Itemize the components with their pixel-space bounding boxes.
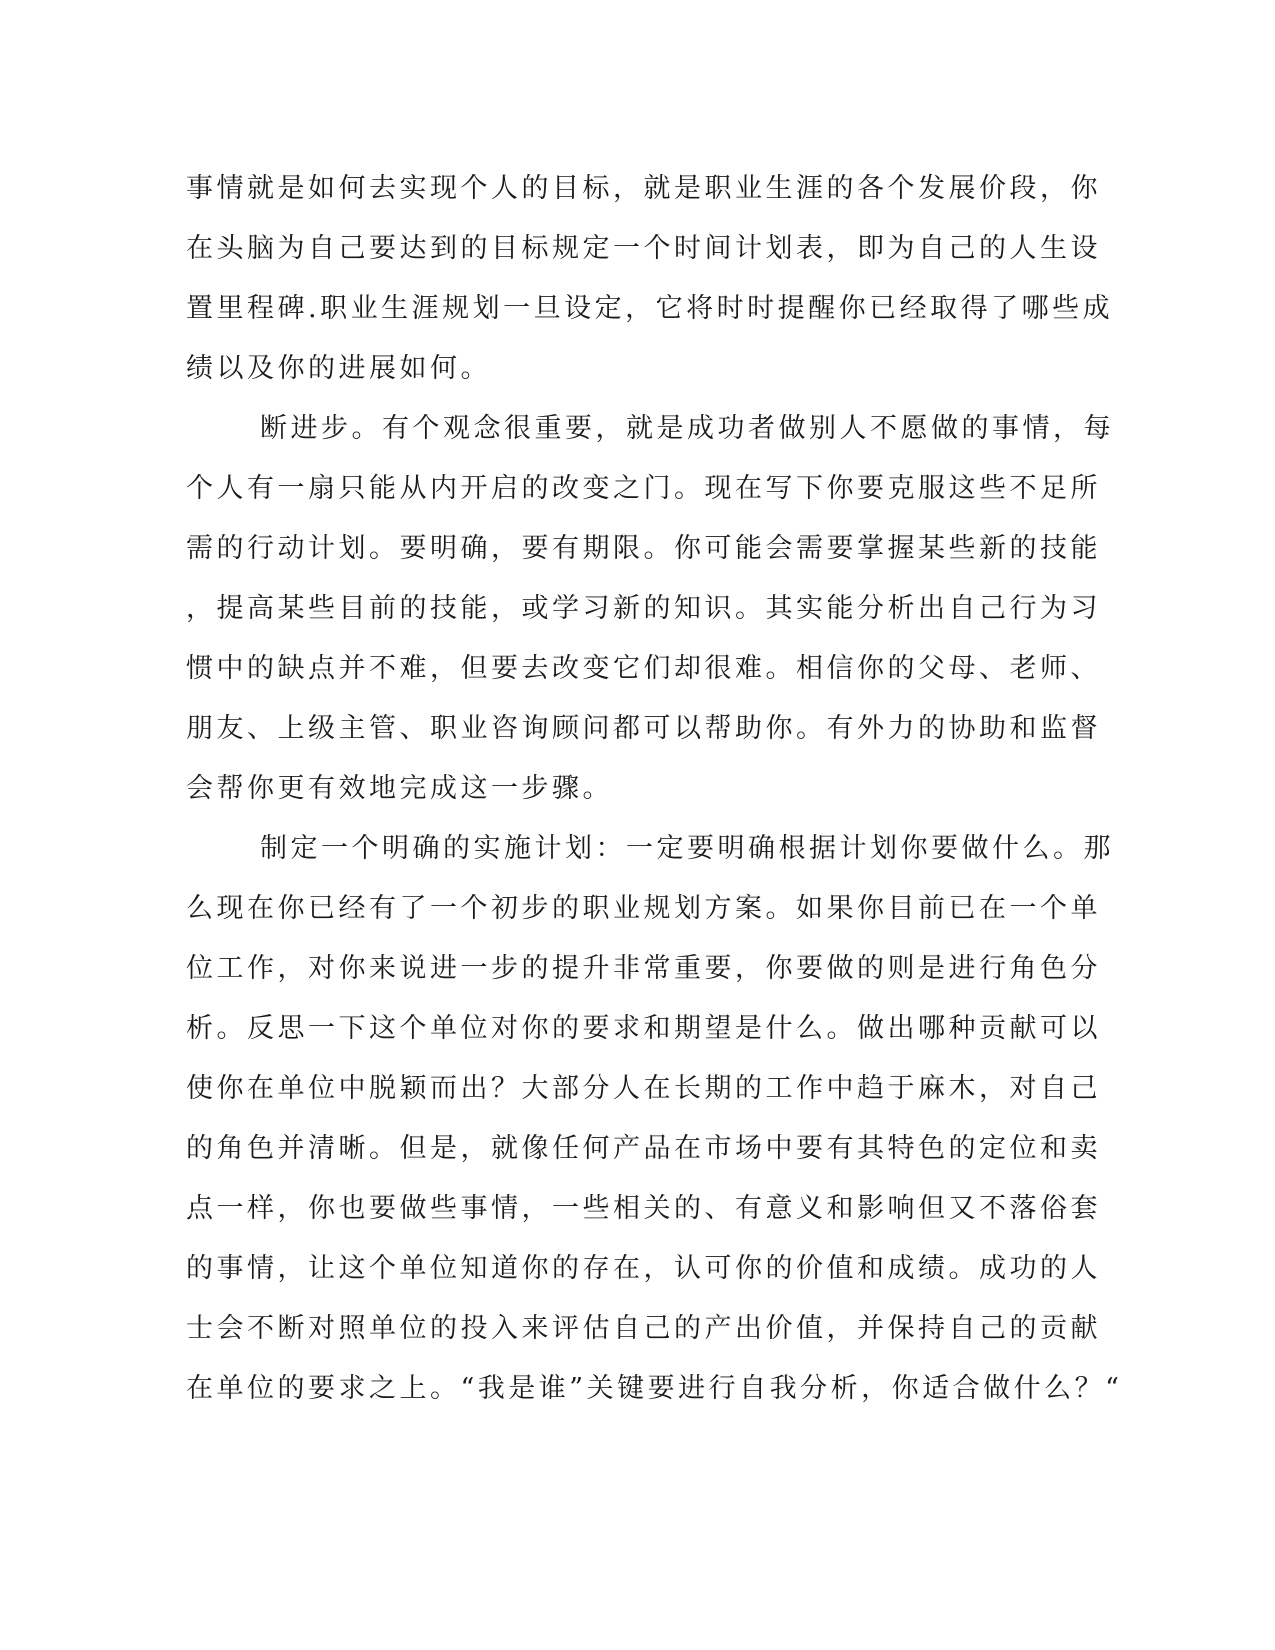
text-line: 惯中的缺点并不难，但要去改变它们却很难。相信你的父母、老师、 [186, 653, 1101, 684]
text-line: 位工作，对你来说进一步的提升非常重要，你要做的则是进行角色分 [186, 953, 1101, 984]
paragraph-1 [186, 168, 1114, 408]
text-line: 需的行动计划。要明确，要有期限。你可能会需要掌握某些新的技能 [186, 533, 1101, 564]
text-line: 个人有一扇只能从内开启的改变之门。现在写下你要克服这些不足所 [186, 473, 1101, 504]
text-line: 析。反思一下这个单位对你的要求和期望是什么。做出哪种贡献可以 [186, 1013, 1101, 1044]
text-line: 朋友、上级主管、职业咨询顾问都可以帮助你。有外力的协助和监督 [186, 713, 1101, 744]
text-line: 制定一个明确的实施计划：一定要明确根据计划你要做什么。那 [260, 833, 1114, 864]
text-line: 的角色并清晰。但是，就像任何产品在市场中要有其特色的定位和卖 [186, 1133, 1101, 1164]
text-line: ，提高某些目前的技能，或学习新的知识。其实能分析出自己行为习 [186, 593, 1101, 624]
text-line: 置里程碑.职业生涯规划一旦设定，它将时时提醒你已经取得了哪些成 [186, 293, 1114, 324]
text-line: 的事情，让这个单位知道你的存在，认可你的价值和成绩。成功的人 [186, 1253, 1101, 1284]
text-line: 在头脑为自己要达到的目标规定一个时间计划表，即为自己的人生设 [186, 233, 1101, 264]
text-line: 点一样，你也要做些事情，一些相关的、有意义和影响但又不落俗套 [186, 1193, 1101, 1224]
text-line: 士会不断对照单位的投入来评估自己的产出价值，并保持自己的贡献 [186, 1313, 1101, 1344]
text-line: 断进步。有个观念很重要，就是成功者做别人不愿做的事情，每 [260, 413, 1114, 444]
text-line: 在单位的要求之上。“我是谁”关键要进行自我分析，你适合做什么？“ [186, 1373, 1123, 1404]
body-text [186, 168, 1123, 1428]
paragraph-2 [186, 408, 1114, 828]
text-line: 使你在单位中脱颖而出？大部分人在长期的工作中趋于麻木，对自己 [186, 1073, 1101, 1104]
text-line: 事情就是如何去实现个人的目标，就是职业生涯的各个发展价段，你 [186, 173, 1101, 204]
text-line: 会帮你更有效地完成这一步骤。 [186, 773, 613, 804]
text-line: 么现在你已经有了一个初步的职业规划方案。如果你目前已在一个单 [186, 893, 1101, 924]
paragraph-3 [186, 828, 1123, 1428]
text-line: 绩以及你的进展如何。 [186, 353, 491, 384]
